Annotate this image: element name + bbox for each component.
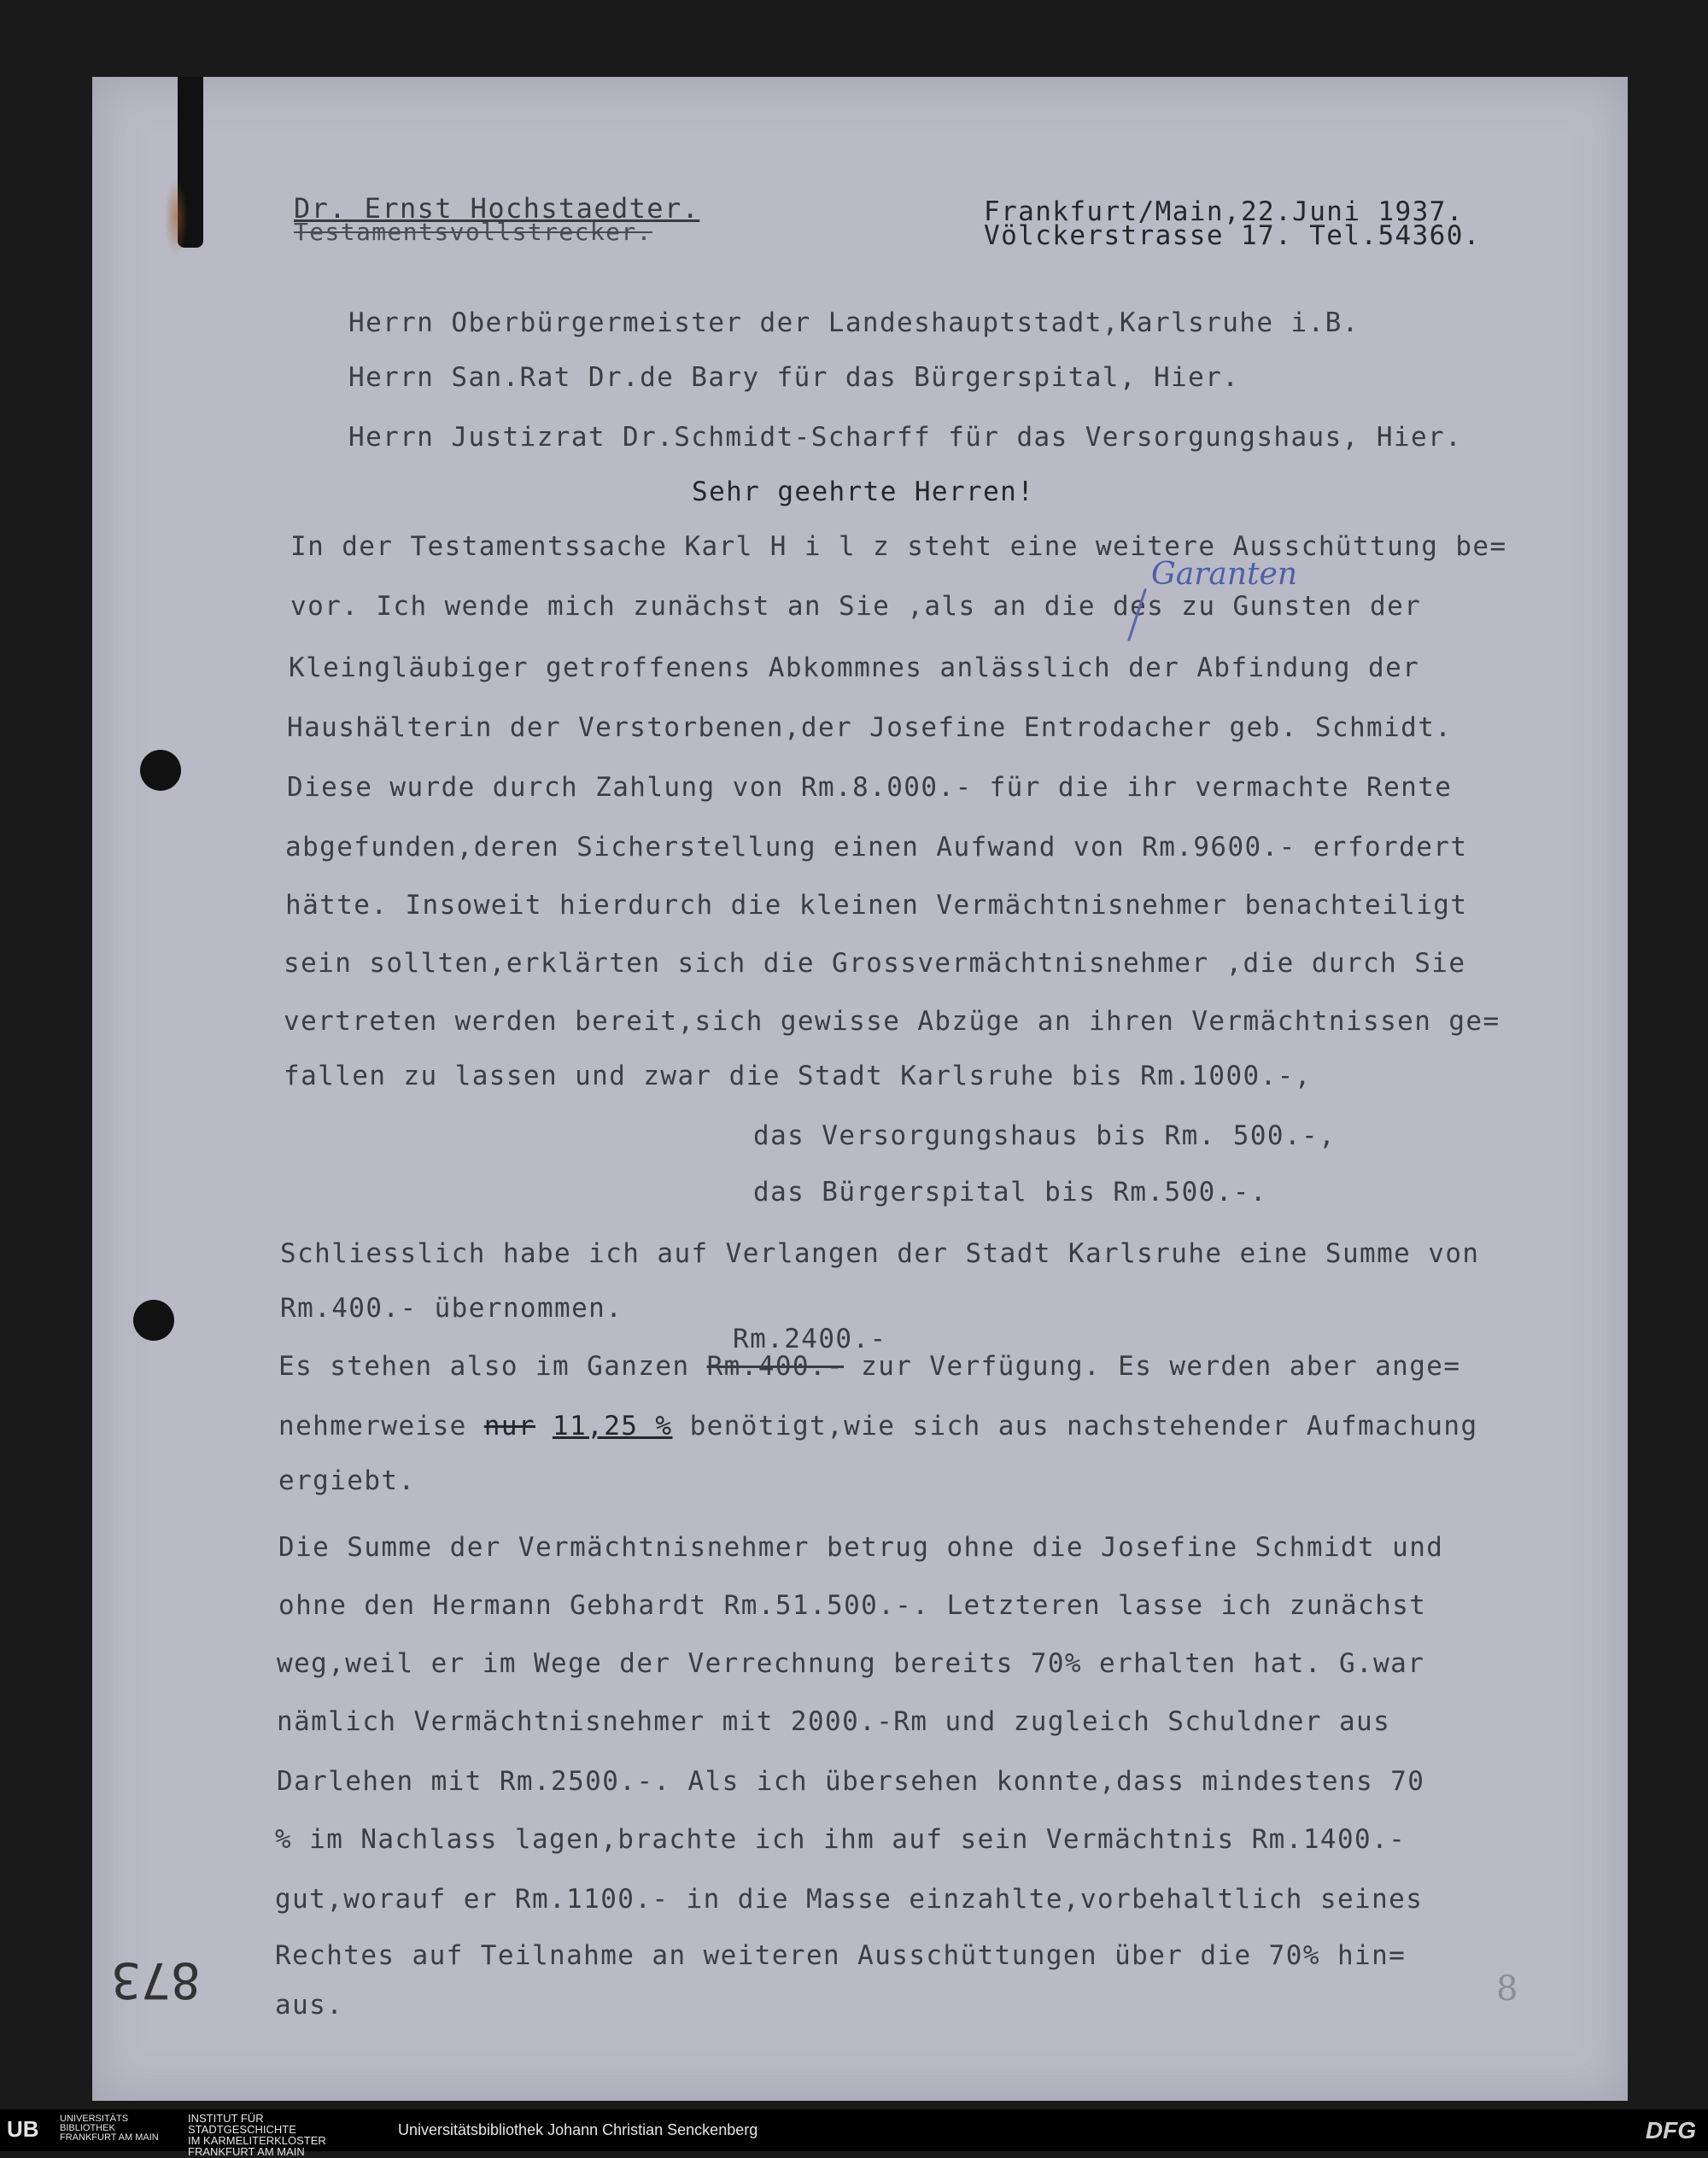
body-line: Rechtes auf Teilnahme an weiteren Ausschüttungen über die 70% hin= [275, 1940, 1407, 1971]
body-line: ergiebt. [278, 1465, 416, 1496]
body-line: das Versorgungshaus bis Rm. 500.-, [753, 1120, 1337, 1151]
rust-stain [164, 179, 188, 256]
body-line: In der Testamentssache Karl H i l z steht eine weitere Ausschüttung be= [290, 531, 1507, 562]
body-line: Rm.400.- übernommen. [280, 1293, 623, 1324]
body-line: nämlich Vermächtnisnehmer mit 2000.-Rm und zugleich Schuldner aus [277, 1706, 1391, 1737]
body-line: Haushälterin der Verstorbenen,der Josefine Entrodacher geb. Schmidt. [287, 712, 1453, 743]
body-line: Schliesslich habe ich auf Verlangen der Stadt Karlsruhe eine Summe von [280, 1238, 1480, 1269]
body-line-total [278, 1351, 1460, 1382]
folio-number: 873 [111, 1951, 201, 2009]
body-line: vertreten werden bereit,sich gewisse Abzüge an ihren Vermächtnissen ge= [284, 1006, 1500, 1037]
body-line-percent [278, 1411, 1478, 1442]
recipient-line: Herrn Oberbürgermeister der Landeshauptstadt,Karlsruhe i.B. [348, 307, 1360, 338]
text-segment: Es stehen also im Ganzen [278, 1351, 707, 1382]
body-line: Darlehen mit Rm.2500.-. Als ich übersehen konnte,dass mindestens 70 [277, 1766, 1425, 1797]
body-line: vor. Ich wende mich zunächst an Sie ,als an die des zu Gunsten der [290, 591, 1422, 622]
footer-bar [0, 2109, 1708, 2158]
body-line: das Bürgerspital bis Rm.500.-. [753, 1177, 1267, 1208]
body-line: hätte. Insoweit hierdurch die kleinen Vermächtnisnehmer benachteiligt [285, 890, 1468, 921]
ub-logo: UB [7, 2116, 39, 2142]
handwritten-insert: Garanten [1151, 557, 1298, 592]
body-line: fallen zu lassen und zwar die Stadt Karlsruhe bis Rm.1000.-, [284, 1061, 1312, 1091]
recipient-line: Herrn San.Rat Dr.de Bary für das Bürgerspital, Hier. [348, 362, 1240, 393]
struck-word: nur [483, 1411, 535, 1442]
body-line: ohne den Hermann Gebhardt Rm.51.500.-. Letzteren lasse ich zunächst [278, 1590, 1427, 1621]
body-line: sein sollten,erklärten sich die Grossvermächtnisnehmer ,die durch Sie [284, 948, 1466, 979]
library-name: Universitätsbibliothek Johann Christian Senckenberg [398, 2121, 758, 2138]
percentage: 11,25 % [553, 1411, 673, 1442]
body-line: % im Nachlass lagen,brachte ich ihm auf sein Vermächtnis Rm.1400.- [275, 1824, 1407, 1855]
struck-amount: Rm.400.- [706, 1351, 845, 1382]
body-line: Die Summe der Vermächtnisnehmer betrug ohne die Josefine Schmidt und [278, 1532, 1444, 1563]
page-number: 8 [1496, 1969, 1518, 2009]
dfg-logo: DFG [1645, 2117, 1696, 2143]
text-segment: nehmerweise [278, 1411, 484, 1442]
text-segment: zur Verfügung. Es werden aber ange= [844, 1351, 1461, 1382]
sender-role: Testamentsvollstrecker. [294, 218, 652, 246]
body-line: Diese wurde durch Zahlung von Rm.8.000.- für die ihr vermachte Rente [287, 772, 1453, 803]
punch-hole [133, 1300, 174, 1341]
isg-logo: INSTITUT FÜR STADTGESCHICHTE IM KARMELITERKLOSTER FRANKFURT AM MAIN [188, 2112, 326, 2158]
sender-name: Dr. Ernst Hochstaedter. [294, 192, 700, 225]
body-line: gut,worauf er Rm.1100.- in die Masse einzahlte,vorbehaltlich seines [275, 1884, 1424, 1915]
body-line: abgefunden,deren Sicherstellung einen Aufwand von Rm.9600.- erfordert [285, 832, 1468, 863]
recipient-line: Herrn Justizrat Dr.Schmidt-Scharff für das Versorgungshaus, Hier. [348, 422, 1463, 453]
sender-address: Völckerstrasse 17. Tel.54360. [984, 220, 1481, 251]
body-line: Kleingläubiger getroffenens Abkommnes anlässlich der Abfindung der [289, 652, 1420, 683]
salutation: Sehr geehrte Herren! [692, 477, 1035, 507]
body-line: weg,weil er im Wege der Verrechnung bereits 70% erhalten hat. G.war [277, 1648, 1425, 1679]
total-insert: Rm.2400.- [733, 1324, 887, 1354]
punch-hole [140, 750, 181, 791]
body-line: aus. [275, 1990, 344, 2021]
place-date: Frankfurt/Main,22.Juni 1937. [984, 196, 1464, 227]
text-segment: benötigt,wie sich aus nachstehender Aufmachung [689, 1411, 1478, 1442]
ub-logo-subtitle: UNIVERSITÄTS BIBLIOTHEK FRANKFURT AM MAIN [60, 2114, 159, 2143]
